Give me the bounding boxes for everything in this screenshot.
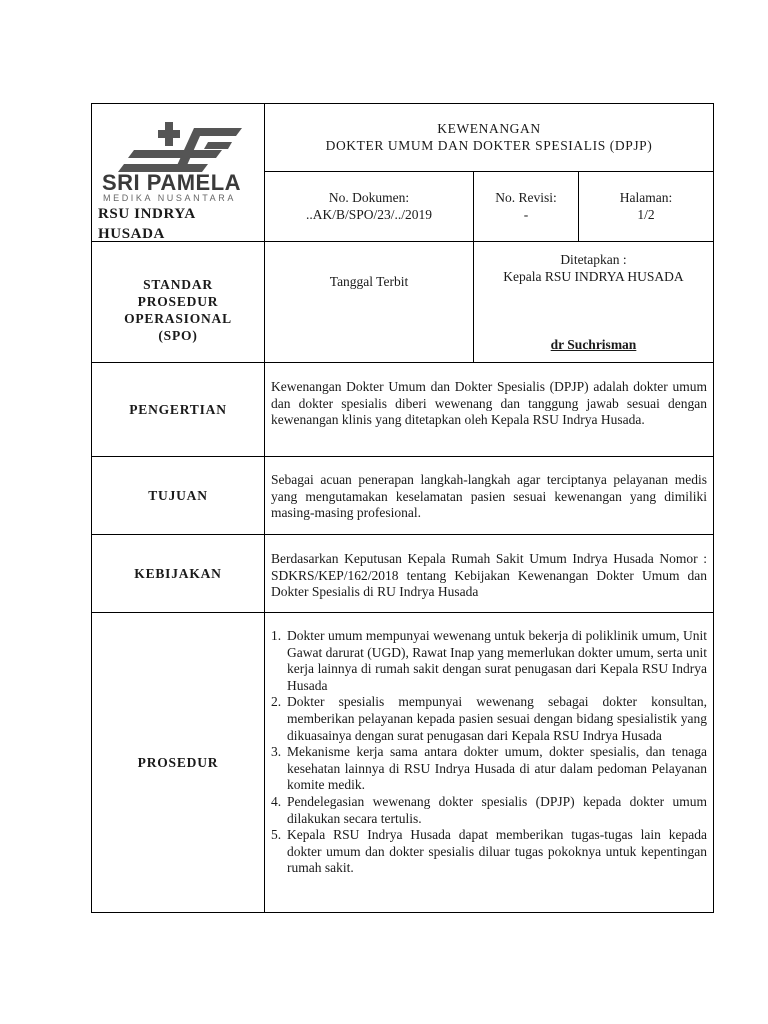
procedure-item-text: Dokter umum mempunyai wewenang untuk bekerja di poliklinik umum, Unit Gawat darurat (UGD), Rawat Inap yang memerlukan dokter umum, serta unit kerja lainnya di rumah sakit dengan surat penugasan dari Kepala RSU Indrya Husada	[287, 628, 707, 693]
section-label-prosedur: PROSEDUR	[137, 754, 219, 770]
procedure-item-text: Dokter spesialis mempunyai wewenang sebagai dokter konsultan, memberikan pelayanan kepada pasien sesuai dengan bidang spesialistik yang dikuasainya dengan surat penugasan dari Kepala RSU Indrya Husada	[287, 694, 707, 743]
spo-label: STANDAR PROSEDUR OPERASIONAL (SPO)	[124, 277, 232, 343]
logo-subtitle: MEDIKA NUSANTARA	[103, 193, 236, 203]
approval-authority: Kepala RSU INDRYA HUSADA	[503, 269, 684, 284]
table-divider	[264, 103, 265, 913]
procedure-list-cell	[271, 628, 707, 877]
section-label-pengertian: PENGERTIAN	[129, 401, 227, 417]
procedure-item-number: 5.	[271, 827, 282, 843]
revision-cell	[474, 189, 578, 223]
section-text-kebijakan: Berdasarkan Keputusan Kepala Rumah Sakit Umum Indrya Husada Nomor : SDKRS/KEP/162/2018 tentang Kebijakan Kewenangan Dokter Umum dan Dokter Spesialis di RU Indrya Husada	[271, 551, 707, 600]
signatory-name: dr Suchrisman	[550, 337, 637, 352]
section-label-kebijakan: KEBIJAKAN	[134, 565, 222, 581]
logo-cell	[92, 104, 264, 241]
procedure-item-number: 2.	[271, 694, 282, 710]
document-number-value: ..AK/B/SPO/23/../2019	[305, 207, 433, 222]
section-text-tujuan: Sebagai acuan penerapan langkah-langkah agar terciptanya pelayanan medis yang mengutamakan keselamatan pasien sesuai kewenangan yang dimiliki masing-masing profesional.	[271, 472, 707, 521]
procedure-item	[271, 827, 707, 877]
procedure-item	[271, 628, 707, 694]
table-divider	[264, 171, 714, 172]
logo-name: SRI PAMELA	[102, 170, 242, 195]
page-value: 1/2	[637, 207, 655, 222]
revision-label: No. Revisi:	[495, 190, 557, 205]
hospital-name: RSU INDRYA HUSADA	[98, 206, 196, 242]
revision-value: -	[523, 207, 529, 222]
page-cell	[579, 189, 713, 223]
procedure-item	[271, 794, 707, 827]
procedure-list	[271, 628, 707, 877]
approval-cell	[474, 251, 713, 285]
document-number-label: No. Dokumen:	[328, 190, 410, 205]
page-label: Halaman:	[619, 190, 673, 205]
procedure-item	[271, 694, 707, 744]
approval-label: Ditetapkan :	[560, 252, 627, 267]
table-border-right	[713, 103, 714, 913]
procedure-item-number: 1.	[271, 628, 282, 643]
section-label-tujuan: TUJUAN	[148, 487, 208, 503]
section-text-pengertian: Kewenangan Dokter Umum dan Dokter Spesialis (DPJP) adalah dokter umum dan dokter spesialis diberi wewenang dan tanggung jawab sesuai dengan kewenangan klinis yang ditetapkan oleh Kepala RSU Indrya Husada.	[271, 379, 707, 428]
title-line-1: KEWENANGAN	[437, 121, 541, 136]
document-title	[265, 120, 713, 154]
procedure-item-text: Kepala RSU Indrya Husada dapat memberikan tugas-tugas lain kepada dokter umum dan dokter spesialis diluar tugas pokoknya untuk kepentingan rumah sakit.	[287, 827, 707, 876]
procedure-item-number: 3.	[271, 744, 282, 760]
table-border-bottom	[91, 912, 714, 913]
procedure-item-number: 4.	[271, 793, 282, 809]
procedure-item-text: Mekanisme kerja sama antara dokter umum, dokter spesialis, dan tenaga kesehatan lainnya di RSU Indrya Husada di atur dalam pedoman Pelayanan komite medik.	[287, 744, 707, 793]
issue-date-label: Tanggal Terbit	[329, 274, 409, 289]
document-number-cell	[265, 189, 473, 223]
title-line-2: DOKTER UMUM DAN DOKTER SPESIALIS (DPJP)	[325, 138, 653, 153]
procedure-item	[271, 744, 707, 794]
procedure-item-text: Pendelegasian wewenang dokter spesialis (DPJP) kepada dokter umum dilakukan secara tertulis.	[287, 793, 707, 826]
